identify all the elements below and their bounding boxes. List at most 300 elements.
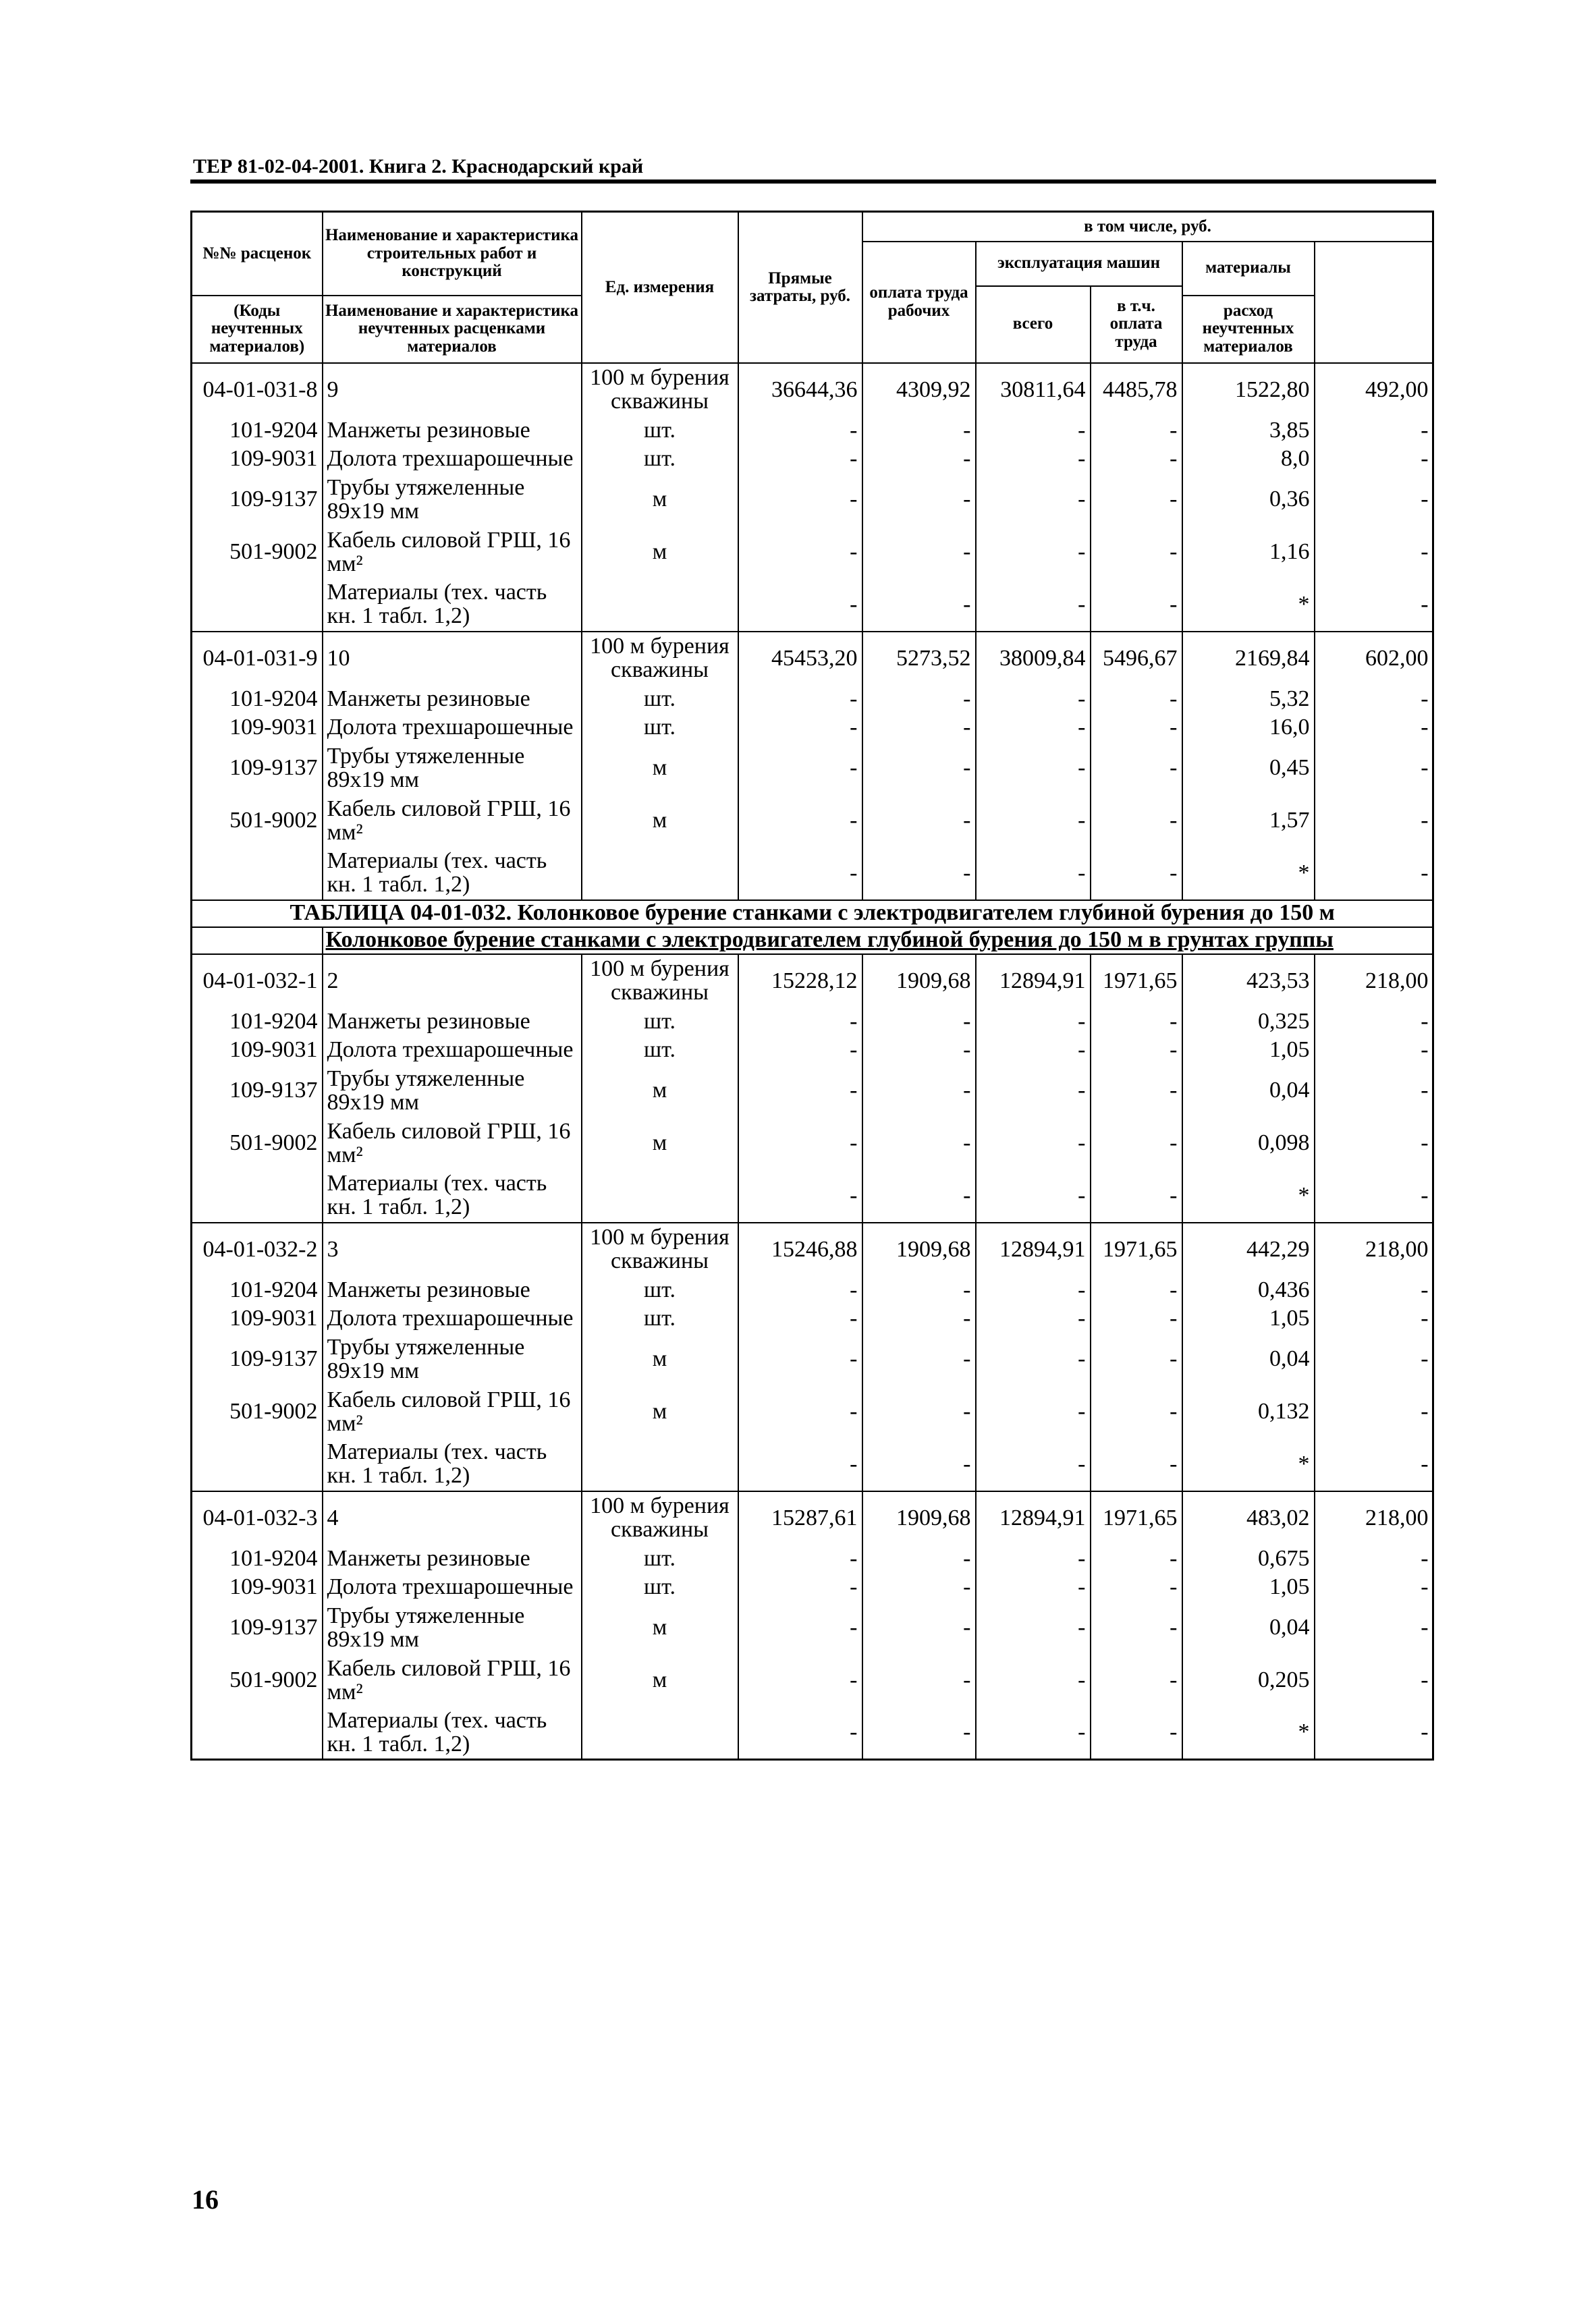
material-code: 501-9002 — [192, 526, 323, 579]
empty-value-dash: - — [862, 795, 976, 848]
empty-value-dash: - — [1315, 1008, 1433, 1036]
empty-value-dash: - — [1315, 1602, 1433, 1655]
material-quantity: 3,85 — [1182, 417, 1315, 445]
empty-value-dash: - — [976, 579, 1091, 632]
material-quantity: 0,132 — [1182, 1386, 1315, 1439]
empty-value-dash: - — [1315, 1574, 1433, 1602]
material-row — [192, 474, 1433, 526]
material-row — [192, 526, 1433, 579]
empty-value-dash: - — [738, 445, 862, 474]
empty-value-dash: - — [1315, 526, 1433, 579]
material-code: 109-9031 — [192, 445, 323, 474]
rate-unit: 100 м бурения скважины — [582, 954, 738, 1008]
material-row — [192, 1065, 1433, 1117]
material-name: Материалы (тех. часть кн. 1 табл. 1,2) — [323, 579, 582, 632]
rate-materials: 423,53 — [1182, 954, 1315, 1008]
material-row — [192, 742, 1433, 795]
material-code: 109-9137 — [192, 474, 323, 526]
empty-value-dash: - — [976, 474, 1091, 526]
empty-value-dash: - — [1315, 1065, 1433, 1117]
material-code: 501-9002 — [192, 1386, 323, 1439]
empty-value-dash: - — [738, 1117, 862, 1170]
rate-machine-total: 12894,91 — [976, 1223, 1091, 1277]
empty-value-dash: - — [976, 1545, 1091, 1574]
material-name: Кабель силовой ГРШ, 16 мм² — [323, 1655, 582, 1707]
col-name-header: Наименование и характеристика строительных работ и конструкций — [323, 212, 582, 296]
empty-value-dash: - — [1091, 1707, 1182, 1760]
empty-value-dash: - — [1315, 445, 1433, 474]
material-code — [192, 1170, 323, 1223]
empty-value-dash: - — [1091, 1305, 1182, 1333]
material-unit — [582, 1170, 738, 1223]
material-code: 101-9204 — [192, 686, 323, 714]
rate-name: 10 — [323, 632, 582, 686]
empty-value-dash: - — [976, 742, 1091, 795]
empty-value-dash: - — [1091, 848, 1182, 900]
material-unit: шт. — [582, 1277, 738, 1305]
rate-row — [192, 363, 1433, 417]
material-quantity: 0,325 — [1182, 1008, 1315, 1036]
empty-value-dash: - — [1091, 445, 1182, 474]
material-quantity: 1,57 — [1182, 795, 1315, 848]
rate-wage: 5273,52 — [862, 632, 976, 686]
col-machine-header: эксплуатация машин — [976, 242, 1182, 286]
material-quantity: 1,05 — [1182, 1305, 1315, 1333]
empty-value-dash: - — [976, 1305, 1091, 1333]
empty-value-dash: - — [1091, 1008, 1182, 1036]
empty-value-dash: - — [1091, 1574, 1182, 1602]
empty-value-dash: - — [738, 579, 862, 632]
rate-code: 04-01-032-3 — [192, 1491, 323, 1545]
rate-direct-cost: 45453,20 — [738, 632, 862, 686]
section-subtitle: Колонковое бурение станками с электродвигателем глубиной бурения до 150 м в грунтах группы — [323, 927, 1433, 954]
rate-row — [192, 954, 1433, 1008]
rate-labor: 218,00 — [1315, 1223, 1433, 1277]
empty-value-dash: - — [862, 1117, 976, 1170]
rate-labor: 492,00 — [1315, 363, 1433, 417]
empty-value-dash: - — [976, 1277, 1091, 1305]
empty-value-dash: - — [976, 1386, 1091, 1439]
empty-value-dash: - — [976, 1036, 1091, 1065]
material-unit: м — [582, 1386, 738, 1439]
col-direct-header: Прямые затраты, руб. — [738, 212, 862, 363]
material-code: 501-9002 — [192, 1117, 323, 1170]
empty-value-dash: - — [1091, 1065, 1182, 1117]
material-code: 501-9002 — [192, 1655, 323, 1707]
rate-materials: 442,29 — [1182, 1223, 1315, 1277]
rate-name: 4 — [323, 1491, 582, 1545]
material-row — [192, 1036, 1433, 1065]
rate-materials: 483,02 — [1182, 1491, 1315, 1545]
material-quantity: 1,05 — [1182, 1574, 1315, 1602]
rate-unit: 100 м бурения скважины — [582, 363, 738, 417]
rate-row — [192, 1223, 1433, 1277]
material-name: Манжеты резиновые — [323, 417, 582, 445]
empty-value-dash: - — [1315, 1277, 1433, 1305]
rate-machine-total: 38009,84 — [976, 632, 1091, 686]
material-unit — [582, 848, 738, 900]
empty-value-dash: - — [1315, 1036, 1433, 1065]
empty-value-dash: - — [862, 1333, 976, 1386]
material-row — [192, 1545, 1433, 1574]
material-unit: шт. — [582, 1574, 738, 1602]
material-row — [192, 686, 1433, 714]
material-quantity: 0,436 — [1182, 1277, 1315, 1305]
empty-value-dash: - — [862, 474, 976, 526]
material-unit — [582, 579, 738, 632]
empty-value-dash: - — [862, 1065, 976, 1117]
table-head — [192, 212, 1433, 363]
material-quantity: 16,0 — [1182, 714, 1315, 742]
rate-machine-total: 30811,64 — [976, 363, 1091, 417]
table-body-031 — [192, 363, 1433, 900]
page-number: 16 — [192, 2184, 219, 2215]
material-unit: м — [582, 742, 738, 795]
empty-value-dash: - — [976, 526, 1091, 579]
empty-value-dash: - — [976, 1707, 1091, 1760]
empty-value-dash: - — [976, 1574, 1091, 1602]
empty-value-dash: - — [862, 1036, 976, 1065]
material-code: 109-9031 — [192, 714, 323, 742]
material-unit: шт. — [582, 1008, 738, 1036]
empty-value-dash: - — [862, 579, 976, 632]
empty-value-dash: - — [862, 1574, 976, 1602]
material-row — [192, 1602, 1433, 1655]
rate-machine-wage: 4485,78 — [1091, 363, 1182, 417]
material-quantity: 1,16 — [1182, 526, 1315, 579]
empty-value-dash: - — [862, 445, 976, 474]
material-quantity: 0,205 — [1182, 1655, 1315, 1707]
empty-value-dash: - — [862, 1386, 976, 1439]
material-name: Кабель силовой ГРШ, 16 мм² — [323, 1386, 582, 1439]
empty-value-dash: - — [1091, 714, 1182, 742]
empty-value-dash: - — [738, 474, 862, 526]
empty-value-dash: - — [1315, 1655, 1433, 1707]
empty-value-dash: - — [1091, 1117, 1182, 1170]
empty-value-dash: - — [1315, 686, 1433, 714]
empty-value-dash: - — [862, 1707, 976, 1760]
material-code — [192, 848, 323, 900]
empty-value-dash: - — [1315, 714, 1433, 742]
empty-value-dash: - — [1091, 686, 1182, 714]
material-quantity: 5,32 — [1182, 686, 1315, 714]
empty-value-dash: - — [862, 742, 976, 795]
empty-value-dash: - — [1091, 474, 1182, 526]
rate-machine-wage: 1971,65 — [1091, 1491, 1182, 1545]
empty-value-dash: - — [1091, 742, 1182, 795]
material-code: 109-9031 — [192, 1574, 323, 1602]
material-unit: шт. — [582, 1305, 738, 1333]
col-wage-header: оплата труда рабочих — [862, 242, 976, 363]
empty-value-dash: - — [976, 445, 1091, 474]
rate-row — [192, 632, 1433, 686]
empty-value-dash: - — [1091, 1602, 1182, 1655]
material-name: Долота трехшарошечные — [323, 1036, 582, 1065]
rate-code: 04-01-031-8 — [192, 363, 323, 417]
empty-value-dash: - — [1315, 848, 1433, 900]
material-unit: шт. — [582, 686, 738, 714]
material-unit: шт. — [582, 417, 738, 445]
material-row — [192, 714, 1433, 742]
col-name-sub-header: Наименование и характеристика неучтенных расценками материалов — [323, 296, 582, 363]
material-name: Кабель силовой ГРШ, 16 мм² — [323, 1117, 582, 1170]
empty-value-dash: - — [1091, 417, 1182, 445]
material-name: Кабель силовой ГРШ, 16 мм² — [323, 795, 582, 848]
material-unit — [582, 1439, 738, 1491]
empty-value-dash: - — [738, 526, 862, 579]
rate-direct-cost: 15287,61 — [738, 1491, 862, 1545]
material-row — [192, 1305, 1433, 1333]
empty-value-dash: - — [862, 1602, 976, 1655]
empty-value-dash: - — [1091, 1386, 1182, 1439]
col-code-header: №№ расценок — [192, 212, 323, 296]
material-name: Трубы утяжеленные 89х19 мм — [323, 1333, 582, 1386]
material-row — [192, 1386, 1433, 1439]
material-quantity: * — [1182, 1170, 1315, 1223]
empty-value-dash: - — [976, 1655, 1091, 1707]
empty-value-dash: - — [1315, 474, 1433, 526]
material-quantity: 0,675 — [1182, 1545, 1315, 1574]
empty-value-dash: - — [862, 714, 976, 742]
material-row — [192, 579, 1433, 632]
material-unit: м — [582, 526, 738, 579]
empty-value-dash: - — [1315, 1333, 1433, 1386]
col-incl-header: в том числе, руб. — [862, 212, 1433, 242]
col-code-sub-header: (Коды неучтенных материалов) — [192, 296, 323, 363]
empty-value-dash: - — [738, 1170, 862, 1223]
empty-value-dash: - — [1091, 579, 1182, 632]
material-quantity: * — [1182, 1439, 1315, 1491]
empty-value-dash: - — [738, 848, 862, 900]
material-unit — [582, 1707, 738, 1760]
empty-value-dash: - — [738, 1707, 862, 1760]
empty-value-dash: - — [1315, 1117, 1433, 1170]
rate-name: 2 — [323, 954, 582, 1008]
material-code: 101-9204 — [192, 1008, 323, 1036]
rate-wage: 1909,68 — [862, 954, 976, 1008]
material-code: 109-9137 — [192, 1065, 323, 1117]
rate-name: 9 — [323, 363, 582, 417]
empty-value-dash: - — [1315, 1545, 1433, 1574]
material-code: 101-9204 — [192, 1545, 323, 1574]
rate-unit: 100 м бурения скважины — [582, 1223, 738, 1277]
empty-value-dash: - — [1091, 1655, 1182, 1707]
empty-value-dash: - — [1315, 1707, 1433, 1760]
material-row — [192, 1333, 1433, 1386]
material-code: 109-9031 — [192, 1036, 323, 1065]
material-name: Материалы (тех. часть кн. 1 табл. 1,2) — [323, 1439, 582, 1491]
empty-value-dash: - — [862, 1008, 976, 1036]
rate-wage: 4309,92 — [862, 363, 976, 417]
empty-value-dash: - — [976, 1333, 1091, 1386]
material-code — [192, 579, 323, 632]
rate-unit: 100 м бурения скважины — [582, 1491, 738, 1545]
rate-direct-cost: 15246,88 — [738, 1223, 862, 1277]
material-row — [192, 445, 1433, 474]
rate-code: 04-01-032-2 — [192, 1223, 323, 1277]
section-title: ТАБЛИЦА 04-01-032. Колонковое бурение станками с электродвигателем глубиной бурения до 150 м — [192, 900, 1433, 927]
empty-value-dash: - — [862, 526, 976, 579]
empty-value-dash: - — [738, 1545, 862, 1574]
empty-value-dash: - — [738, 1333, 862, 1386]
material-code: 501-9002 — [192, 795, 323, 848]
col-unit-header: Ед. измерения — [582, 212, 738, 363]
empty-value-dash: - — [1091, 526, 1182, 579]
rate-labor: 218,00 — [1315, 1491, 1433, 1545]
empty-value-dash: - — [1091, 1170, 1182, 1223]
material-unit: м — [582, 1065, 738, 1117]
empty-value-dash: - — [738, 1036, 862, 1065]
table-body-032 — [192, 954, 1433, 1760]
material-quantity: 0,04 — [1182, 1602, 1315, 1655]
empty-value-dash: - — [976, 1170, 1091, 1223]
col-machine-wage-header: в т.ч. оплата труда — [1091, 286, 1182, 363]
material-row — [192, 1117, 1433, 1170]
empty-value-dash: - — [738, 1574, 862, 1602]
rate-machine-wage: 1971,65 — [1091, 954, 1182, 1008]
empty-value-dash: - — [738, 1277, 862, 1305]
empty-value-dash: - — [738, 1439, 862, 1491]
material-unit: м — [582, 1602, 738, 1655]
empty-value-dash: - — [862, 1277, 976, 1305]
rate-code: 04-01-032-1 — [192, 954, 323, 1008]
empty-value-dash: - — [1315, 579, 1433, 632]
material-unit: шт. — [582, 714, 738, 742]
empty-value-dash: - — [862, 1439, 976, 1491]
empty-value-dash: - — [738, 714, 862, 742]
rate-row — [192, 1491, 1433, 1545]
rate-direct-cost: 15228,12 — [738, 954, 862, 1008]
empty-value-dash: - — [862, 1305, 976, 1333]
material-quantity: 0,04 — [1182, 1333, 1315, 1386]
material-unit: шт. — [582, 1036, 738, 1065]
col-materials-header: материалы — [1182, 242, 1315, 296]
empty-value-dash: - — [976, 795, 1091, 848]
empty-value-dash: - — [976, 1602, 1091, 1655]
material-quantity: 0,04 — [1182, 1065, 1315, 1117]
material-unit: м — [582, 1655, 738, 1707]
section-subtitle-blank — [192, 927, 323, 954]
material-name: Долота трехшарошечные — [323, 445, 582, 474]
empty-value-dash: - — [1091, 1036, 1182, 1065]
material-name: Материалы (тех. часть кн. 1 табл. 1,2) — [323, 1707, 582, 1760]
empty-value-dash: - — [738, 686, 862, 714]
material-name: Манжеты резиновые — [323, 1008, 582, 1036]
rate-name: 3 — [323, 1223, 582, 1277]
empty-value-dash: - — [976, 1065, 1091, 1117]
empty-value-dash: - — [1315, 795, 1433, 848]
header-rule — [190, 179, 1436, 184]
material-row — [192, 1439, 1433, 1491]
empty-value-dash: - — [976, 417, 1091, 445]
material-name: Долота трехшарошечные — [323, 714, 582, 742]
rate-labor: 218,00 — [1315, 954, 1433, 1008]
rate-machine-wage: 5496,67 — [1091, 632, 1182, 686]
empty-value-dash: - — [862, 686, 976, 714]
empty-value-dash: - — [976, 714, 1091, 742]
material-quantity: * — [1182, 848, 1315, 900]
empty-value-dash: - — [976, 686, 1091, 714]
material-quantity: 0,098 — [1182, 1117, 1315, 1170]
material-unit: шт. — [582, 1545, 738, 1574]
rate-machine-total: 12894,91 — [976, 954, 1091, 1008]
material-unit: м — [582, 474, 738, 526]
empty-value-dash: - — [1091, 1545, 1182, 1574]
empty-value-dash: - — [1091, 795, 1182, 848]
rate-labor: 602,00 — [1315, 632, 1433, 686]
empty-value-dash: - — [1315, 1305, 1433, 1333]
material-quantity: * — [1182, 1707, 1315, 1760]
material-row — [192, 1008, 1433, 1036]
material-code: 109-9031 — [192, 1305, 323, 1333]
col-materials-sub-header: расход неучтенных материалов — [1182, 296, 1315, 363]
material-name: Долота трехшарошечные — [323, 1305, 582, 1333]
material-code — [192, 1439, 323, 1491]
material-row — [192, 1574, 1433, 1602]
empty-value-dash: - — [1315, 417, 1433, 445]
material-name: Материалы (тех. часть кн. 1 табл. 1,2) — [323, 1170, 582, 1223]
material-name: Долота трехшарошечные — [323, 1574, 582, 1602]
empty-value-dash: - — [738, 417, 862, 445]
material-name: Манжеты резиновые — [323, 1545, 582, 1574]
empty-value-dash: - — [976, 1117, 1091, 1170]
rate-code: 04-01-031-9 — [192, 632, 323, 686]
material-code: 109-9137 — [192, 1333, 323, 1386]
empty-value-dash: - — [738, 795, 862, 848]
empty-value-dash: - — [976, 1439, 1091, 1491]
col-machine-total-header: всего — [976, 286, 1091, 363]
price-table — [190, 211, 1434, 1761]
material-quantity: 0,45 — [1182, 742, 1315, 795]
material-name: Кабель силовой ГРШ, 16 мм² — [323, 526, 582, 579]
rate-unit: 100 м бурения скважины — [582, 632, 738, 686]
empty-value-dash: - — [862, 417, 976, 445]
empty-value-dash: - — [1315, 1386, 1433, 1439]
material-quantity: 1,05 — [1182, 1036, 1315, 1065]
material-name: Манжеты резиновые — [323, 1277, 582, 1305]
material-quantity: * — [1182, 579, 1315, 632]
empty-value-dash: - — [738, 742, 862, 795]
empty-value-dash: - — [1315, 1439, 1433, 1491]
empty-value-dash: - — [976, 848, 1091, 900]
material-code: 101-9204 — [192, 1277, 323, 1305]
material-name: Трубы утяжеленные 89х19 мм — [323, 474, 582, 526]
material-row — [192, 848, 1433, 900]
empty-value-dash: - — [862, 1655, 976, 1707]
empty-value-dash: - — [862, 1545, 976, 1574]
empty-value-dash: - — [738, 1305, 862, 1333]
empty-value-dash: - — [738, 1008, 862, 1036]
empty-value-dash: - — [1315, 1170, 1433, 1223]
material-code: 109-9137 — [192, 742, 323, 795]
running-header: ТЕР 81-02-04-2001. Книга 2. Краснодарский край — [193, 155, 644, 177]
material-unit: м — [582, 1333, 738, 1386]
material-unit: м — [582, 1117, 738, 1170]
rate-materials: 1522,80 — [1182, 363, 1315, 417]
material-name: Манжеты резиновые — [323, 686, 582, 714]
rate-wage: 1909,68 — [862, 1491, 976, 1545]
rate-wage: 1909,68 — [862, 1223, 976, 1277]
empty-value-dash: - — [738, 1065, 862, 1117]
material-row — [192, 1277, 1433, 1305]
empty-value-dash: - — [976, 1008, 1091, 1036]
material-quantity: 8,0 — [1182, 445, 1315, 474]
empty-value-dash: - — [1091, 1439, 1182, 1491]
empty-value-dash: - — [1091, 1277, 1182, 1305]
material-row — [192, 417, 1433, 445]
rate-direct-cost: 36644,36 — [738, 363, 862, 417]
empty-value-dash: - — [1091, 1333, 1182, 1386]
